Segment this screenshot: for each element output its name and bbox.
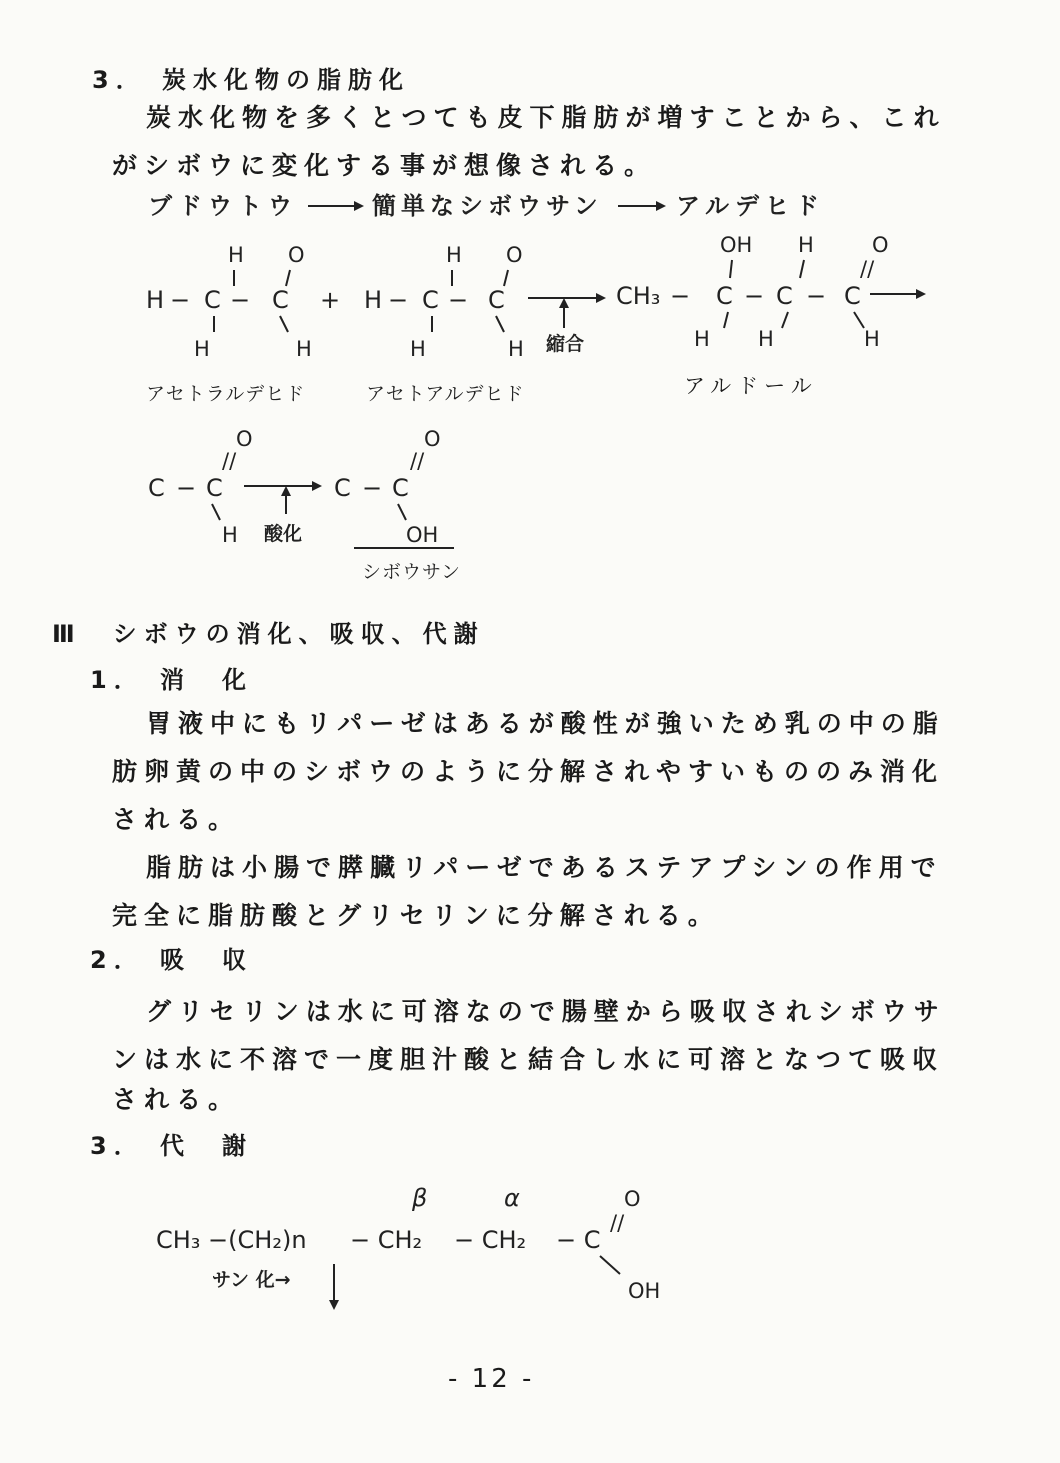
p-c2: C [776,282,793,310]
condensation-note: 縮合 [546,333,585,355]
alpha-label: α [504,1184,520,1212]
pathway-step-1: ブドウトウ [148,192,298,220]
m2-c2: C [488,286,505,314]
digestion-p2-line-1: 脂肪は小腸で膵臓リパーゼであるステアプシンの作用で [146,853,943,882]
digestion-p2-line-2: 完全に脂肪酸とグリセリンに分解される。 [112,901,720,930]
p-ch3: CH₃ [616,282,661,310]
r2-left-c1: C [148,474,165,502]
formula-part-3: − CH₂ [454,1226,527,1254]
p-c3: C [844,282,861,310]
formula-bond-oh [600,1256,620,1274]
condensation-note-arrowhead [559,298,569,308]
r2-left-h: H [222,523,238,547]
section-3-para-line-2: がシボウに変化する事が想像される。 [112,151,657,180]
pathway-step-2: 簡単なシボウサン [372,192,603,220]
plus-sign: + [320,286,341,314]
p-bottom-h-1: H [694,327,710,351]
formula-double-bond: // [610,1211,625,1235]
p-bottom-h-3: H [864,327,880,351]
m1-bond-co [286,270,290,286]
m2-right-h: H [508,337,524,361]
p-top-oh: OH [720,233,753,257]
r2-right-c1: C [334,474,351,502]
p-dash-2: − [744,282,765,310]
absorption-heading: 2． 吸 収 [90,946,254,974]
m1-top-h: H [228,243,244,267]
formula-o: O [624,1187,641,1211]
m2-top-h: H [446,243,462,267]
formula-part-1: CH₃ −(CH₂)n [156,1226,307,1254]
r2-left-bond-h [212,504,220,520]
p-continue-arrowhead [916,289,926,299]
page-number: - 12 - [448,1364,535,1394]
m1-bond-ch [280,316,288,332]
m2-left-h: H [364,286,383,314]
m2-bond-co [504,270,508,286]
m2-bond-ch [496,316,504,332]
p-bond-b3 [854,312,864,328]
oxidation-arrowhead [312,481,322,491]
r2-right-bond-oh [398,504,406,520]
digestion-heading: 1． 消 化 [90,666,254,694]
digestion-p1-line-2: 肪卵黄の中のシボウのように分解されやすいもののみ消化 [112,757,945,786]
m1-right-h: H [296,337,312,361]
r2-right-oh: OH [406,523,439,547]
formula-part-2: − CH₂ [350,1226,423,1254]
p-top-h: H [798,233,814,257]
metabolism-heading: 3． 代 謝 [90,1132,254,1160]
absorption-line-3: される。 [112,1085,241,1114]
p-dash-3: − [806,282,827,310]
p-bond-h [800,260,804,278]
oxidation-reaction-diagram [140,420,480,590]
r2-left-dbl: // [222,449,237,473]
label-acetaldehyde-2: アセトアルデヒド [366,383,525,405]
pathway-diagram [140,182,860,228]
m1-c2: C [272,286,289,314]
m1-bottom-h: H [194,337,210,361]
beta-label: β [412,1184,428,1212]
absorption-line-1: グリセリンは水に可溶なので腸壁から吸収されシボウサ [146,997,946,1026]
oxidation-site-arrowhead [329,1300,339,1310]
p-bond-b1 [724,312,728,328]
m1-dash-1: − [170,286,191,314]
formula-part-4: − C [556,1226,601,1254]
p-bond-b2 [782,312,788,328]
section-3-para-line-1: 炭水化物を多くとつても皮下脂肪が増すことから、これ [146,103,946,132]
m1-c1: C [204,286,221,314]
oxidation-note: 酸化 [264,523,303,545]
m2-c1: C [422,286,439,314]
m2-top-o: O [506,243,523,267]
pathway-step-3: アルデヒド [676,192,826,220]
label-fatty-acid: シボウサン [362,561,462,583]
pathway-arrowhead-1 [354,201,364,211]
aldol-reaction-diagram [130,228,950,408]
oxidation-site-note: サン 化→ [212,1269,291,1291]
p-bond-oh [730,260,732,278]
pathway-arrowhead-2 [656,201,666,211]
r2-right-dash: − [362,474,383,502]
r2-left-dash: − [176,474,197,502]
m1-dash-2: − [230,286,251,314]
m1-top-o: O [288,243,305,267]
oxidation-note-arrowhead [281,486,291,496]
r2-left-o: O [236,427,253,451]
section-3-heading: 3． 炭水化物の脂肪化 [92,66,411,94]
r2-left-c2: C [206,474,223,502]
digestion-p1-line-1: 胃液中にもリパーゼはあるが酸性が強いため乳の中の脂 [146,709,945,738]
section-iii-heading: Ⅲ シボウの消化、吸収、代謝 [52,620,485,648]
m2-dash-1: − [388,286,409,314]
m1-left-h: H [146,286,165,314]
label-acetaldehyde-1: アセトラルデヒド [146,383,306,405]
p-c1: C [716,282,733,310]
beta-oxidation-formula [150,1170,710,1320]
m2-bottom-h: H [410,337,426,361]
p-dash-1: − [670,282,691,310]
m2-dash-2: − [448,286,469,314]
formula-oh: OH [628,1279,661,1303]
p-top-o: O [872,233,889,257]
label-aldol: アルドール [684,374,818,398]
r2-right-o: O [424,427,441,451]
r2-right-c2: C [392,474,409,502]
absorption-line-2: ンは水に不溶で一度胆汁酸と結合し水に可溶となつて吸収 [112,1045,945,1074]
r2-right-dbl: // [410,449,425,473]
p-bottom-h-2: H [758,327,774,351]
p-double-bond: // [860,257,875,281]
condensation-arrowhead [596,293,606,303]
digestion-p1-line-3: される。 [112,805,241,834]
